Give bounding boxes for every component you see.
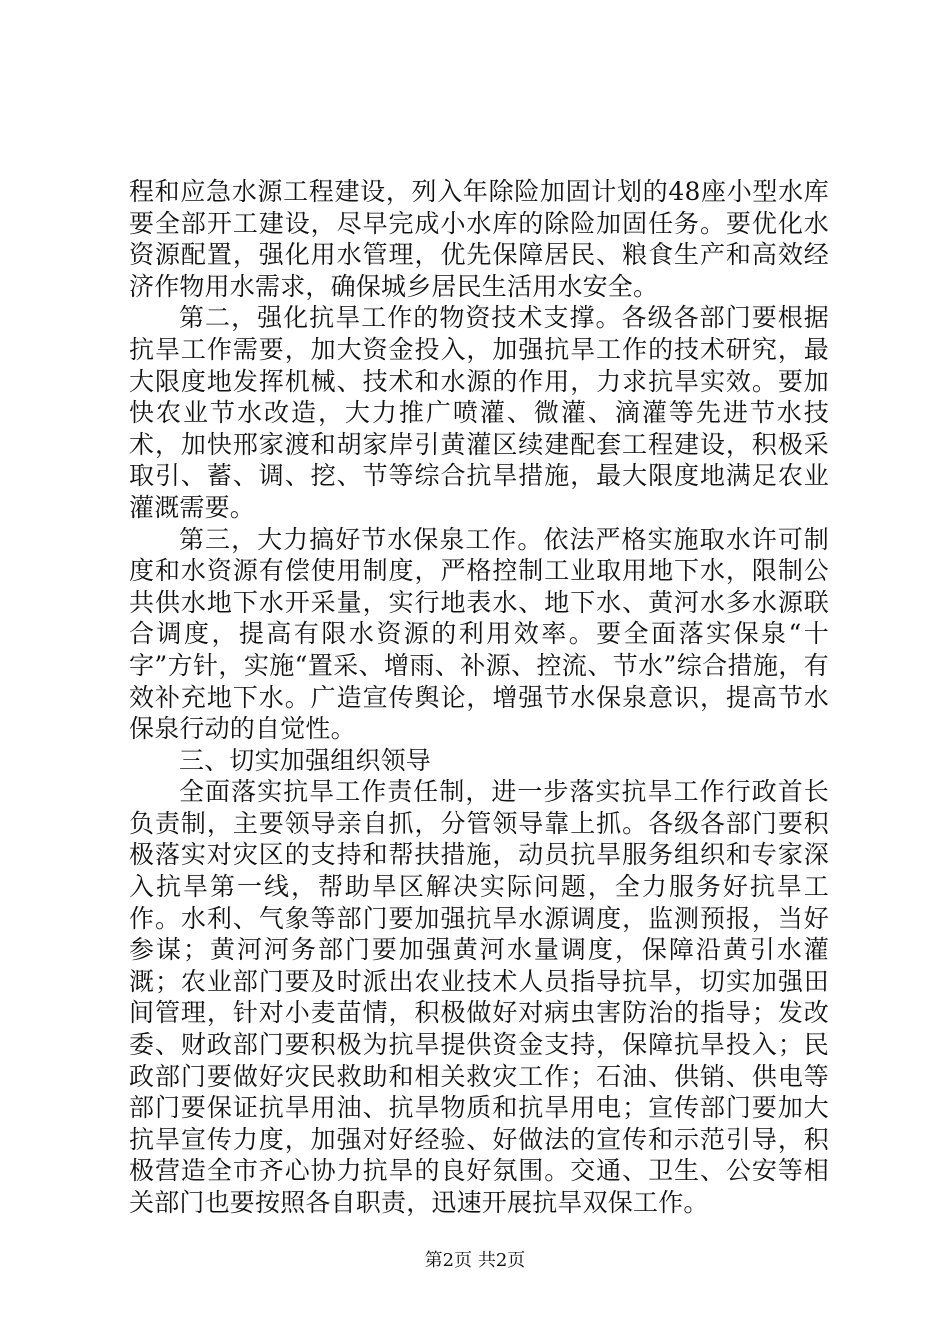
paragraph-2: 第二，强化抗旱工作的物资技术支撑。各级各部门要根据抗旱工作需要，加大资金投入，加强抗旱工作的技术研究，最大限度地发挥机械、技术和水源的作用，力求抗旱实效。要加快农业节水改造，大力推广喷灌、微灌、滴灌等先进节水技术，加快邢家渡和胡家岸引黄灌区续建配套工程建设，积极采取引、蓄、调、挖、节等综合抗旱措施，最大限度地满足农业灌溉需要。 — [129, 303, 829, 522]
paragraph-3: 第三，大力搞好节水保泉工作。依法严格实施取水许可制度和水资源有偿使用制度，严格控制工业取用地下水，限制公共供水地下水开采量，实行地表水、地下水、黄河水多水源联合调度，提高有限水资源的利用效率。要全面落实保泉“十字”方针，实施“置采、增雨、补源、控流、节水”综合措施，有效补充地下水。广造宣传舆论，增强节水保泉意识，提高节水保泉行动的自觉性。 — [129, 524, 829, 744]
paragraph-1: 程和应急水源工程建设，列入年除险加固计划的48座小型水库要全部开工建设，尽早完成小水库的除险加固任务。要优化水资源配置，强化用水管理，优先保障居民、粮食生产和高效经济作物用水需求，确保城乡居民生活用水安全。 — [129, 177, 829, 301]
document-body — [129, 176, 829, 1219]
page-number-footer: 第2页 共2页 — [424, 1250, 526, 1271]
paragraph-4: 全面落实抗旱工作责任制，进一步落实抗旱工作行政首长负责制，主要领导亲自抓，分管领导靠上抓。各级各部门要积极落实对灾区的支持和帮扶措施，动员抗旱服务组织和专家深入抗旱第一线，帮助旱区解决实际问题，全力服务好抗旱工作。水利、气象等部门要加强抗旱水源调度，监测预报，当好参谋；黄河河务部门要加强黄河水量调度，保障沿黄引水灌溉；农业部门要及时派出农业技术人员指导抗旱，切实加强田间管理，针对小麦苗情，积极做好对病虫害防治的指导；发改委、财政部门要积极为抗旱提供资金支持，保障抗旱投入；民政部门要做好灾民救助和相关救灾工作；石油、供销、供电等部门要保证抗旱用油、抗旱物质和抗旱用电；宣传部门要加大抗旱宣传力度，加强对好经验、好做法的宣传和示范引导，积极营造全市齐心协力抗旱的良好氛围。交通、卫生、公安等相关部门也要按照各自职责，迅速开展抗旱双保工作。 — [129, 777, 829, 1217]
section-heading: 三、切实加强组织领导 — [179, 745, 432, 775]
